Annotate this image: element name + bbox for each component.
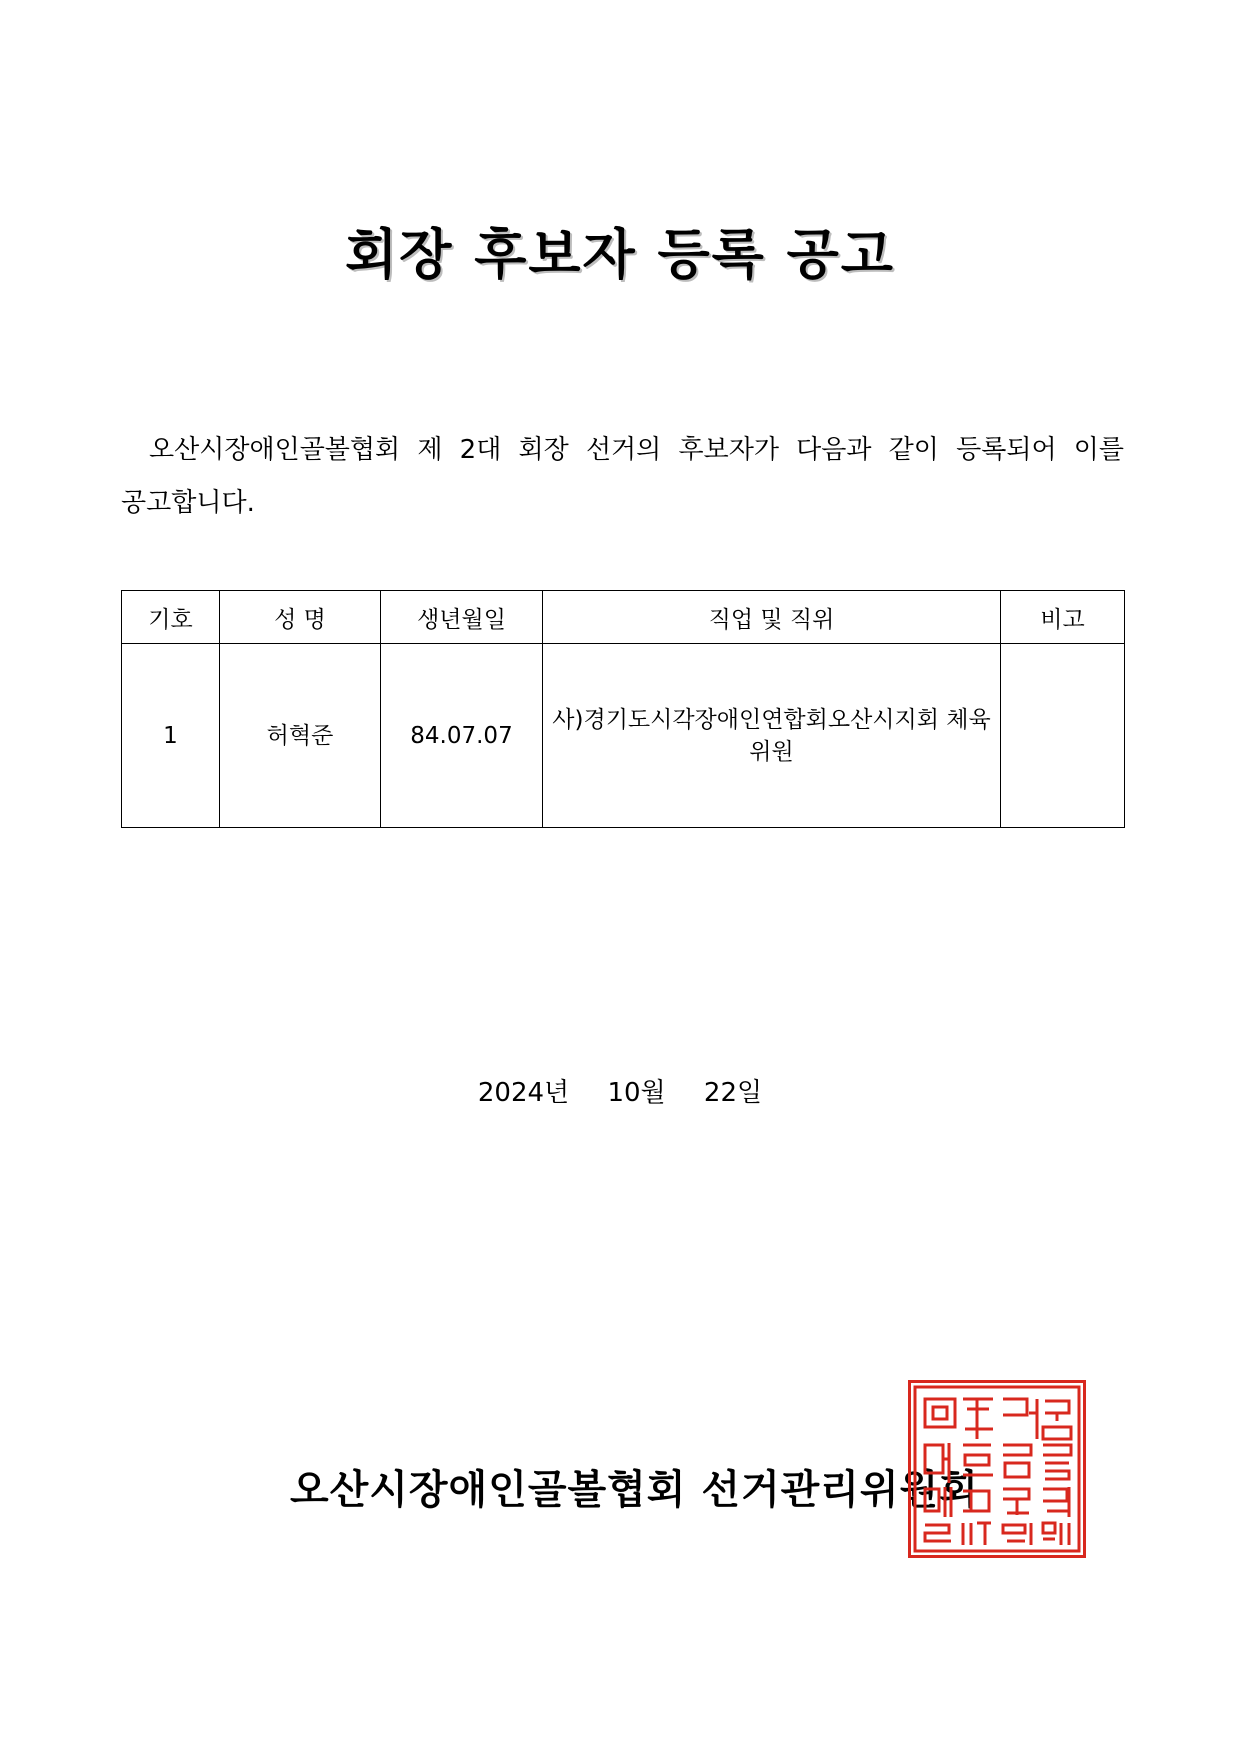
- seal-icon: [911, 1383, 1083, 1555]
- candidate-table: [121, 590, 1125, 828]
- table-header-row: [122, 591, 1125, 644]
- header-number: 기호: [122, 591, 220, 644]
- notice-date: 2024년 10월 22일: [477, 1078, 763, 1108]
- header-occupation: 직업 및 직위: [543, 591, 1001, 644]
- table-row: [122, 644, 1125, 828]
- notice-body: 오산시장애인골볼협회 제 2대 회장 선거의 후보자가 다음과 같이 등록되어 이를 공고합니다.: [121, 435, 1124, 518]
- official-seal: [908, 1380, 1086, 1558]
- page-title: 회장 후보자 등록 공고: [345, 223, 895, 286]
- cell-name: 허혁준: [220, 644, 381, 828]
- cell-remarks: [1001, 644, 1125, 828]
- header-birthdate: 생년월일: [381, 591, 543, 644]
- header-name: 성 명: [220, 591, 381, 644]
- organization-name: 오산시장애인골볼협회 선거관리위원회: [290, 1467, 979, 1513]
- cell-birthdate: 84.07.07: [381, 644, 543, 828]
- header-remarks: 비고: [1001, 591, 1125, 644]
- cell-number: 1: [122, 644, 220, 828]
- cell-occupation: 사)경기도시각장애인연합회오산시지회 체육위원: [543, 644, 1001, 828]
